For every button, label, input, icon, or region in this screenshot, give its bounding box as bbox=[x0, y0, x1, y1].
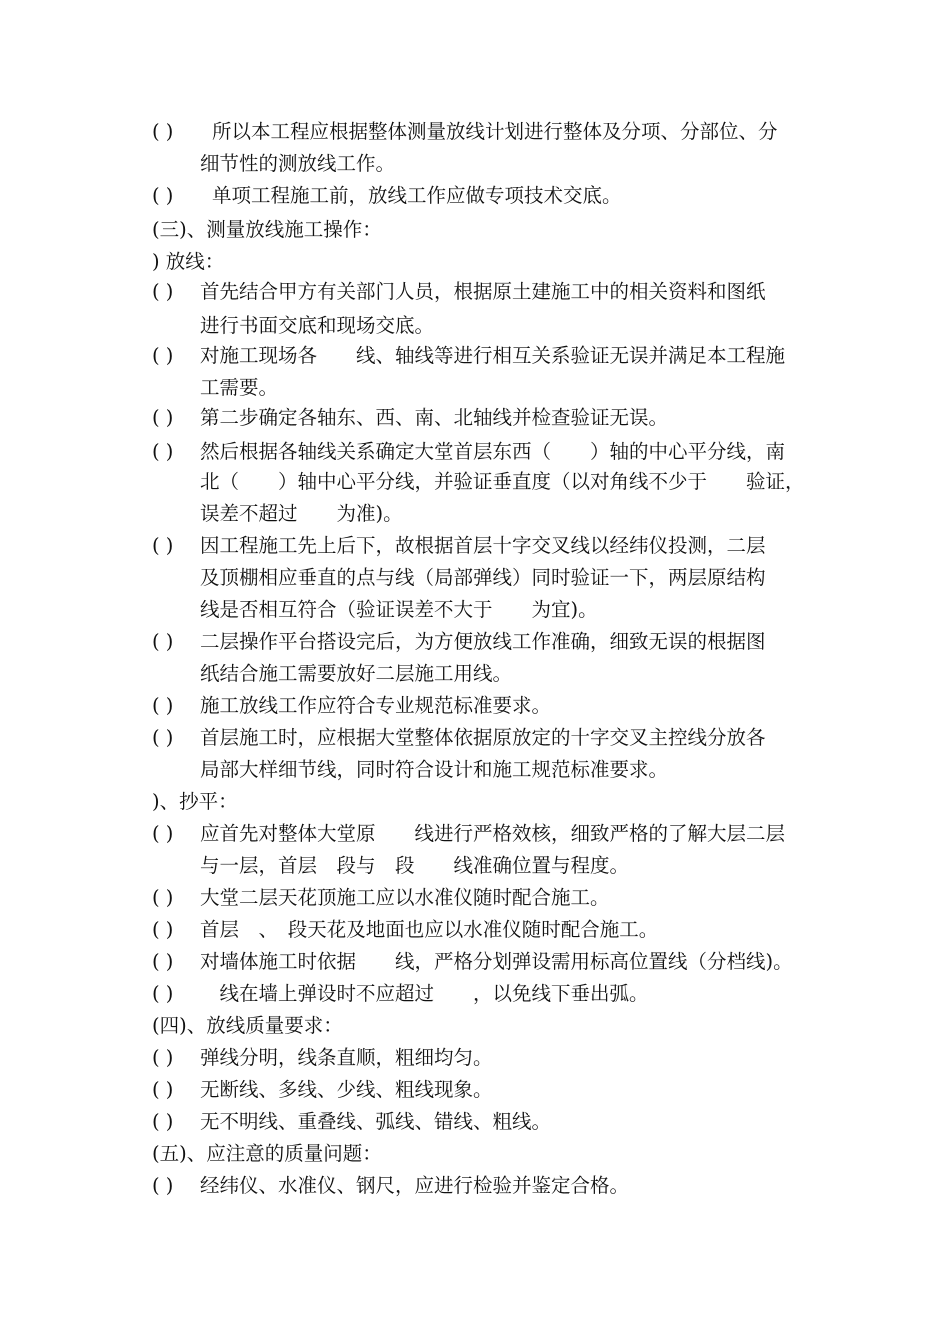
item-text: 进行书面交底和现场交底。 bbox=[200, 314, 435, 337]
item-marker: ( ) bbox=[152, 534, 174, 557]
list-item-line bbox=[0, 1170, 950, 1202]
list-item-line bbox=[0, 436, 950, 468]
section-heading bbox=[0, 246, 950, 278]
list-item-line bbox=[0, 530, 950, 562]
list-item-line bbox=[0, 690, 950, 722]
item-text: 首先结合甲方有关部门人员，根据原土建施工中的相关资料和图纸 bbox=[200, 280, 766, 303]
list-item-line bbox=[0, 626, 950, 658]
item-marker: ( ) bbox=[152, 280, 174, 303]
list-item-line bbox=[0, 978, 950, 1010]
section-heading bbox=[0, 1010, 950, 1042]
item-text: 无不明线、重叠线、弧线、错线、粗线。 bbox=[200, 1110, 552, 1133]
item-marker: ( ) bbox=[152, 982, 174, 1005]
item-text: 线在墙上弹设时不应超过 ，以免线下垂出弧。 bbox=[200, 982, 649, 1005]
list-item-line bbox=[0, 340, 950, 372]
list-item-line bbox=[0, 402, 950, 434]
item-marker: ( ) bbox=[152, 822, 174, 845]
item-text: 因工程施工先上后下，故根据首层十字交叉线以经纬仪投测，二层 bbox=[200, 534, 766, 557]
list-item-line bbox=[0, 372, 950, 404]
item-marker: ( ) bbox=[152, 886, 174, 909]
list-item-line bbox=[0, 562, 950, 594]
heading-text: )、抄平： bbox=[152, 790, 238, 813]
list-item-line bbox=[0, 914, 950, 946]
list-item-line bbox=[0, 658, 950, 690]
list-item-line bbox=[0, 882, 950, 914]
item-text: 然后根据各轴线关系确定大堂首层东西（ ）轴的中心平分线，南 bbox=[200, 440, 786, 463]
item-marker: ( ) bbox=[152, 1174, 174, 1197]
heading-text: (五)、应注意的质量问题： bbox=[152, 1142, 382, 1165]
list-item-line bbox=[0, 498, 950, 530]
item-text: 及顶棚相应垂直的点与线（局部弹线）同时验证一下，两层原结构 bbox=[200, 566, 766, 589]
list-item-line bbox=[0, 722, 950, 754]
item-text: 首层 、 段天花及地面也应以水准仪随时配合施工。 bbox=[200, 918, 659, 941]
item-text: 误差不超过 为准)。 bbox=[200, 502, 403, 525]
item-text: 首层施工时，应根据大堂整体依据原放定的十字交叉主控线分放各 bbox=[200, 726, 766, 749]
list-item-line bbox=[0, 1042, 950, 1074]
list-item-line bbox=[0, 466, 950, 498]
list-item-line bbox=[0, 276, 950, 308]
list-item-line bbox=[0, 180, 950, 212]
item-text: 纸结合施工需要放好二层施工用线。 bbox=[200, 662, 513, 685]
list-item-line bbox=[0, 850, 950, 882]
list-item-line bbox=[0, 946, 950, 978]
item-marker: ( ) bbox=[152, 184, 174, 207]
heading-text: (四)、放线质量要求： bbox=[152, 1014, 343, 1037]
item-text: 二层操作平台搭设完后，为方便放线工作准确，细致无误的根据图 bbox=[200, 630, 766, 653]
item-marker: ( ) bbox=[152, 694, 174, 717]
item-marker: ( ) bbox=[152, 630, 174, 653]
item-text: 北（ ）轴中心平分线，并验证垂直度（以对角线不少于 验证， bbox=[200, 470, 805, 493]
item-marker: ( ) bbox=[152, 950, 174, 973]
item-text: 施工放线工作应符合专业规范标准要求。 bbox=[200, 694, 552, 717]
item-marker: ( ) bbox=[152, 406, 174, 429]
list-item-line bbox=[0, 116, 950, 148]
item-marker: ( ) bbox=[152, 120, 174, 143]
item-text: 大堂二层天花顶施工应以水准仪随时配合施工。 bbox=[200, 886, 610, 909]
item-text: 弹线分明，线条直顺，粗细均匀。 bbox=[200, 1046, 493, 1069]
list-item-line bbox=[0, 1074, 950, 1106]
item-text: 单项工程施工前，放线工作应做专项技术交底。 bbox=[212, 184, 622, 207]
section-heading bbox=[0, 1138, 950, 1170]
item-text: 应首先对整体大堂原 线进行严格效核，细致严格的了解大层二层 bbox=[200, 822, 786, 845]
section-heading bbox=[0, 214, 950, 246]
list-item-line bbox=[0, 1106, 950, 1138]
item-text: 与一层，首层 段与 段 线准确位置与程度。 bbox=[200, 854, 630, 877]
item-text: 细节性的测放线工作。 bbox=[200, 152, 396, 175]
item-text: 线是否相互符合（验证误差不大于 为宜)。 bbox=[200, 598, 598, 621]
item-text: 工需要。 bbox=[200, 376, 279, 399]
item-text: 局部大样细节线，同时符合设计和施工规范标准要求。 bbox=[200, 758, 669, 781]
list-item-line bbox=[0, 594, 950, 626]
list-item-line bbox=[0, 818, 950, 850]
heading-text: ) 放线： bbox=[152, 250, 225, 273]
item-marker: ( ) bbox=[152, 918, 174, 941]
item-text: 对施工现场各 线、轴线等进行相互关系验证无误并满足本工程施 bbox=[200, 344, 786, 367]
item-text: 无断线、多线、少线、粗线现象。 bbox=[200, 1078, 493, 1101]
item-text: 经纬仪、水准仪、钢尺，应进行检验并鉴定合格。 bbox=[200, 1174, 630, 1197]
list-item-line bbox=[0, 754, 950, 786]
item-marker: ( ) bbox=[152, 1110, 174, 1133]
item-marker: ( ) bbox=[152, 1046, 174, 1069]
item-marker: ( ) bbox=[152, 440, 174, 463]
section-heading bbox=[0, 786, 950, 818]
list-item-line bbox=[0, 310, 950, 342]
item-marker: ( ) bbox=[152, 1078, 174, 1101]
item-text: 所以本工程应根据整体测量放线计划进行整体及分项、分部位、分 bbox=[212, 120, 778, 143]
item-text: 第二步确定各轴东、西、南、北轴线并检查验证无误。 bbox=[200, 406, 669, 429]
heading-text: (三)、测量放线施工操作： bbox=[152, 218, 382, 241]
item-marker: ( ) bbox=[152, 344, 174, 367]
item-marker: ( ) bbox=[152, 726, 174, 749]
item-text: 对墙体施工时依据 线，严格分划弹设需用标高位置线（分档线)。 bbox=[200, 950, 793, 973]
list-item-line bbox=[0, 148, 950, 180]
